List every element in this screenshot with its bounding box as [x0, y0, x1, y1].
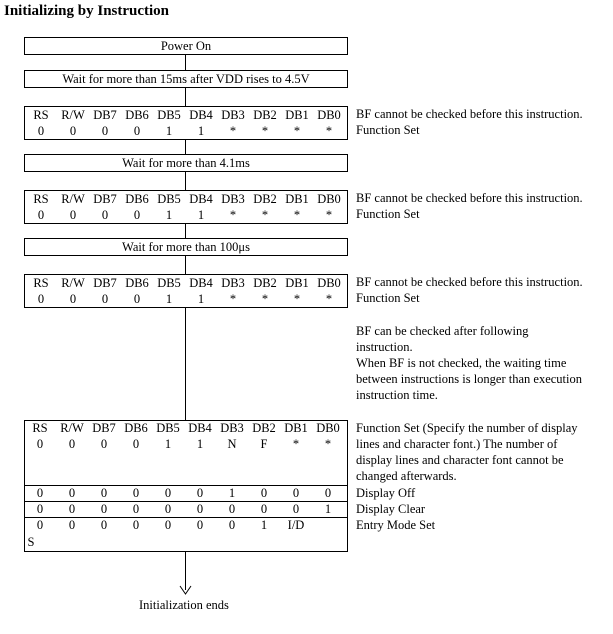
value-cell: 0: [292, 486, 300, 500]
value-cell: 1: [165, 208, 173, 222]
fs-detail-line-2: lines and character font.) The number of: [356, 437, 558, 451]
bf-can-line-3: When BF is not checked, the waiting time: [356, 356, 567, 370]
bf-note-2: BF cannot be checked before this instruction.: [356, 191, 583, 205]
display-clear-row: [24, 501, 348, 517]
col-db2: DB2: [253, 276, 277, 290]
entry-mode-s-bit: S: [27, 535, 35, 549]
value-cell: 0: [101, 124, 109, 138]
value-cell: 1: [165, 292, 173, 306]
value-cell: 0: [100, 486, 108, 500]
value-cell: 0: [100, 502, 108, 516]
value-cell: 0: [36, 486, 44, 500]
col-rs: RS: [33, 108, 49, 122]
value-cell: 0: [132, 502, 140, 516]
value-cell: 0: [260, 502, 268, 516]
value-cell: 1: [164, 437, 172, 451]
col-db2: DB2: [253, 108, 277, 122]
bf-note-1: BF cannot be checked before this instruction.: [356, 107, 583, 121]
value-cell: *: [261, 208, 269, 222]
value-cell: 0: [260, 486, 268, 500]
function-set-row: [24, 436, 348, 452]
value-cell: *: [261, 124, 269, 138]
wait-100us-step: Wait for more than 100μs: [24, 238, 348, 256]
value-cell: 0: [69, 292, 77, 306]
value-cell: *: [293, 208, 301, 222]
value-cell: 0: [228, 518, 236, 532]
value-cell: *: [293, 292, 301, 306]
col-rs: RS: [33, 276, 49, 290]
value-cell: 0: [36, 502, 44, 516]
value-cell: 0: [196, 518, 204, 532]
register-header-row: [25, 275, 347, 291]
power-on-step: Power On: [24, 37, 348, 55]
value-cell: 0: [132, 518, 140, 532]
down-arrow-icon: [179, 584, 192, 596]
page-title: Initializing by Instruction: [4, 3, 170, 19]
value-cell: *: [325, 292, 333, 306]
col-db1: DB1: [285, 276, 309, 290]
register-block-1: [24, 106, 348, 140]
value-cell: 1: [197, 208, 205, 222]
register-value-row: [25, 291, 347, 307]
col-rs: RS: [33, 192, 49, 206]
value-cell: 0: [68, 518, 76, 532]
col-db5: DB5: [156, 421, 180, 435]
value-cell: *: [229, 208, 237, 222]
col-db5: DB5: [157, 192, 181, 206]
bf-can-line-5: instruction time.: [356, 388, 438, 402]
value-cell: 1: [196, 437, 204, 451]
function-set-note-3: Function Set: [356, 291, 420, 305]
col-db6: DB6: [125, 192, 149, 206]
register-value-row: [25, 207, 347, 223]
connector-line: [185, 88, 186, 106]
connector-line: [185, 140, 186, 154]
function-set-note-1: Function Set: [356, 123, 420, 137]
col-db7: DB7: [93, 276, 117, 290]
value-cell: *: [293, 124, 301, 138]
connector-line: [185, 256, 186, 274]
value-cell: *: [229, 124, 237, 138]
value-cell: 0: [37, 124, 45, 138]
value-cell: 0: [132, 437, 140, 451]
col-db1: DB1: [285, 108, 309, 122]
register-header-row: [25, 107, 347, 123]
bf-can-line-2: instruction.: [356, 340, 413, 354]
value-cell: 0: [324, 486, 332, 500]
col-rw: R/W: [61, 192, 85, 206]
col-db1: DB1: [284, 421, 308, 435]
value-cell: 0: [196, 502, 204, 516]
bf-note-3: BF cannot be checked before this instruction.: [356, 275, 583, 289]
register-block-2: [24, 190, 348, 224]
value-cell: 1: [197, 292, 205, 306]
col-db0: DB0: [317, 276, 341, 290]
col-db4: DB4: [189, 108, 213, 122]
entry-mode-row: [24, 517, 348, 533]
value-cell: *: [292, 437, 300, 451]
bf-can-line-1: BF can be checked after following: [356, 324, 529, 338]
col-db7: DB7: [92, 421, 116, 435]
display-off-note: Display Off: [356, 486, 416, 500]
value-cell: 0: [69, 208, 77, 222]
value-cell: 0: [164, 502, 172, 516]
value-cell: *: [325, 124, 333, 138]
col-rw: R/W: [61, 108, 85, 122]
col-rw: R/W: [60, 421, 84, 435]
col-db6: DB6: [124, 421, 148, 435]
value-cell: 0: [68, 437, 76, 451]
col-db2: DB2: [252, 421, 276, 435]
col-db0: DB0: [316, 421, 340, 435]
function-set-note-2: Function Set: [356, 207, 420, 221]
col-db3: DB3: [221, 108, 245, 122]
value-cell: *: [324, 437, 332, 451]
value-cell: 0: [101, 292, 109, 306]
connector-line: [185, 224, 186, 238]
col-rw: R/W: [61, 276, 85, 290]
col-db2: DB2: [253, 192, 277, 206]
value-cell: 1: [165, 124, 173, 138]
display-clear-note: Display Clear: [356, 502, 426, 516]
value-cell: 0: [132, 486, 140, 500]
value-cell: 1: [197, 124, 205, 138]
value-cell: 0: [68, 502, 76, 516]
final-instruction-block: [24, 420, 348, 552]
initialization-ends-label: Initialization ends: [139, 598, 229, 612]
col-db3: DB3: [220, 421, 244, 435]
value-cell: 0: [292, 502, 300, 516]
col-db5: DB5: [157, 108, 181, 122]
col-db6: DB6: [125, 108, 149, 122]
col-db3: DB3: [221, 192, 245, 206]
fs-detail-line-4: changed afterwards.: [356, 469, 457, 483]
value-cell: 0: [133, 208, 141, 222]
fs-detail-line-1: Function Set (Specify the number of display: [356, 421, 578, 435]
value-cell: 0: [36, 437, 44, 451]
col-db0: DB0: [317, 192, 341, 206]
connector-line: [185, 172, 186, 190]
fs-detail-line-3: display lines and character font cannot be: [356, 453, 564, 467]
value-cell: 0: [228, 502, 236, 516]
col-rs: RS: [32, 421, 48, 435]
value-cell: I/D: [287, 518, 305, 532]
col-db6: DB6: [125, 276, 149, 290]
value-cell: 0: [100, 518, 108, 532]
col-db4: DB4: [189, 276, 213, 290]
value-cell: 0: [196, 486, 204, 500]
col-db5: DB5: [157, 276, 181, 290]
display-off-row: [24, 485, 348, 501]
value-cell: 1: [260, 518, 268, 532]
value-cell: 0: [164, 486, 172, 500]
value-cell: *: [229, 292, 237, 306]
value-cell: 0: [37, 292, 45, 306]
wait-4ms-step: Wait for more than 4.1ms: [24, 154, 348, 172]
value-cell: 0: [100, 437, 108, 451]
value-cell: F: [260, 437, 268, 451]
col-db0: DB0: [317, 108, 341, 122]
col-db7: DB7: [93, 108, 117, 122]
col-db3: DB3: [221, 276, 245, 290]
col-db4: DB4: [189, 192, 213, 206]
value-cell: 0: [37, 208, 45, 222]
value-cell: 0: [69, 124, 77, 138]
value-cell: 1: [324, 502, 332, 516]
value-cell: 0: [164, 518, 172, 532]
register-value-row: [25, 123, 347, 139]
value-cell: 0: [68, 486, 76, 500]
register-block-3: [24, 274, 348, 308]
bf-can-line-4: between instructions is longer than execution: [356, 372, 582, 386]
register-header-row: [24, 420, 348, 436]
value-cell: 1: [228, 486, 236, 500]
connector-line: [185, 308, 186, 420]
register-header-row: [25, 191, 347, 207]
value-cell: *: [261, 292, 269, 306]
value-cell: 0: [133, 292, 141, 306]
entry-mode-overflow-row: [24, 534, 348, 550]
value-cell: N: [227, 437, 237, 451]
value-cell: 0: [36, 518, 44, 532]
value-cell: 0: [133, 124, 141, 138]
col-db1: DB1: [285, 192, 309, 206]
entry-mode-note: Entry Mode Set: [356, 518, 436, 532]
value-cell: *: [325, 208, 333, 222]
wait-15ms-step: Wait for more than 15ms after VDD rises to 4.5V: [24, 70, 348, 88]
connector-line: [185, 55, 186, 70]
value-cell: 0: [101, 208, 109, 222]
col-db4: DB4: [188, 421, 212, 435]
col-db7: DB7: [93, 192, 117, 206]
